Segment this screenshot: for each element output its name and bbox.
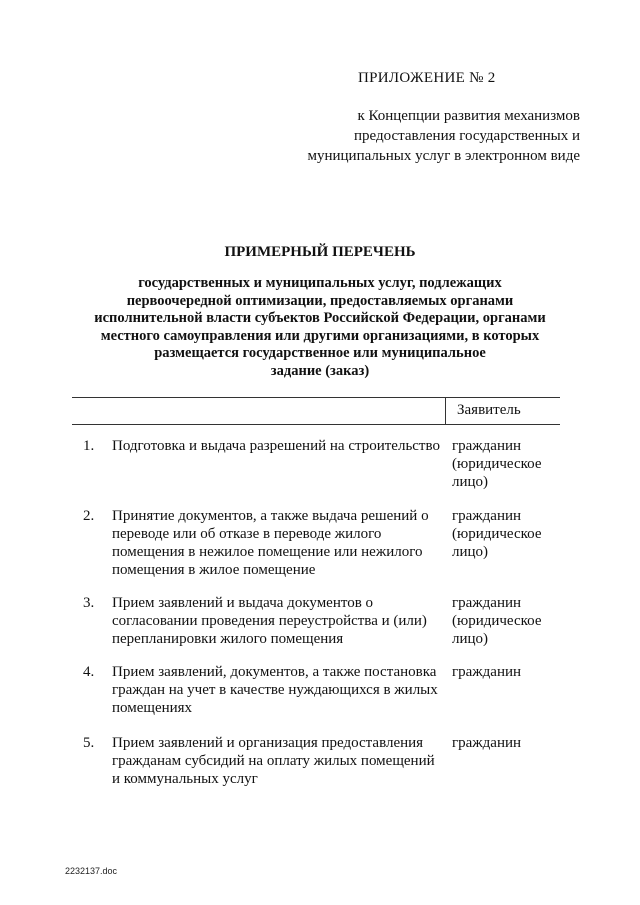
applicant-line: гражданин [452, 735, 522, 751]
applicant-line: (юридическое [452, 526, 542, 542]
row-number: 1. [83, 438, 95, 454]
appendix-title: ПРИЛОЖЕНИЕ № 2 [358, 70, 496, 86]
applicant-line: лицо) [452, 544, 489, 560]
service-line: согласовании проведения переустройства и (или) [112, 613, 427, 629]
table-header [72, 397, 560, 425]
service-name [112, 663, 442, 717]
applicant-line: гражданин [452, 508, 522, 524]
document-subtitle [60, 275, 580, 380]
applicant [452, 734, 562, 752]
appendix-subtitle-line: муниципальных услуг в электронном виде [307, 148, 580, 164]
row-number: 4. [83, 664, 95, 680]
applicant-line: гражданин [452, 438, 522, 454]
row-number: 5. [83, 735, 95, 751]
service-name [112, 507, 442, 579]
document-subtitle-line: государственных и муниципальных услуг, подлежащих [138, 275, 502, 291]
appendix-subtitle-line: предоставления государственных и [353, 128, 580, 144]
table-header-divider [445, 398, 446, 424]
service-line: и коммунальных услуг [112, 771, 258, 787]
document-subtitle-line: размещается государственное или муниципальное [154, 345, 486, 361]
applicant-line: лицо) [452, 631, 489, 647]
document-subtitle-line: местного самоуправления или другими организациями, в которых [100, 327, 540, 344]
service-line: Принятие документов, а также выдача решений о [112, 508, 429, 524]
applicant-line: лицо) [452, 474, 489, 490]
service-line: помещения в нежилое помещение или нежилого [112, 544, 423, 560]
applicant-line: гражданин [452, 595, 522, 611]
service-line: гражданам субсидий на оплату жилых помещений [112, 753, 435, 769]
applicant [452, 663, 562, 681]
applicant [452, 437, 562, 491]
row-number: 3. [83, 595, 95, 611]
service-name [112, 734, 442, 788]
service-name [112, 594, 442, 648]
service-line: Прием заявлений и организация предоставления [112, 735, 424, 751]
document-title: ПРИМЕРНЫЙ ПЕРЕЧЕНЬ [224, 244, 416, 260]
applicant-line: (юридическое [452, 613, 542, 629]
document-subtitle-line: задание (заказ) [270, 362, 370, 379]
service-line: Подготовка и выдача разрешений на строительство [112, 438, 440, 454]
row-number: 2. [83, 508, 95, 524]
appendix-subtitle-line: к Концепции развития механизмов [357, 108, 580, 124]
document-subtitle-line: исполнительной власти субъектов Российской Федерации, органами [94, 310, 546, 326]
service-name [112, 437, 442, 455]
applicant [452, 507, 562, 561]
footer-filename: 2232137.doc [65, 866, 118, 876]
column-header-applicant: Заявитель [457, 402, 521, 418]
document-subtitle-line: первоочередной оптимизации, предоставляемых органами [126, 292, 514, 309]
service-line: Прием заявлений и выдача документов о [112, 595, 374, 611]
service-line: помещениях [112, 700, 193, 716]
service-line: перепланировки жилого помещения [112, 631, 344, 647]
service-line: Прием заявлений, документов, а также постановка [112, 664, 437, 680]
service-line: помещения в жилое помещение [112, 562, 316, 578]
applicant-line: гражданин [452, 664, 522, 680]
service-line: переводе или об отказе в переводе жилого [112, 526, 382, 542]
applicant-line: (юридическое [452, 456, 542, 472]
appendix-subtitle [290, 106, 580, 166]
service-line: граждан на учет в качестве нуждающихся в жилых [112, 682, 438, 698]
applicant [452, 594, 562, 648]
